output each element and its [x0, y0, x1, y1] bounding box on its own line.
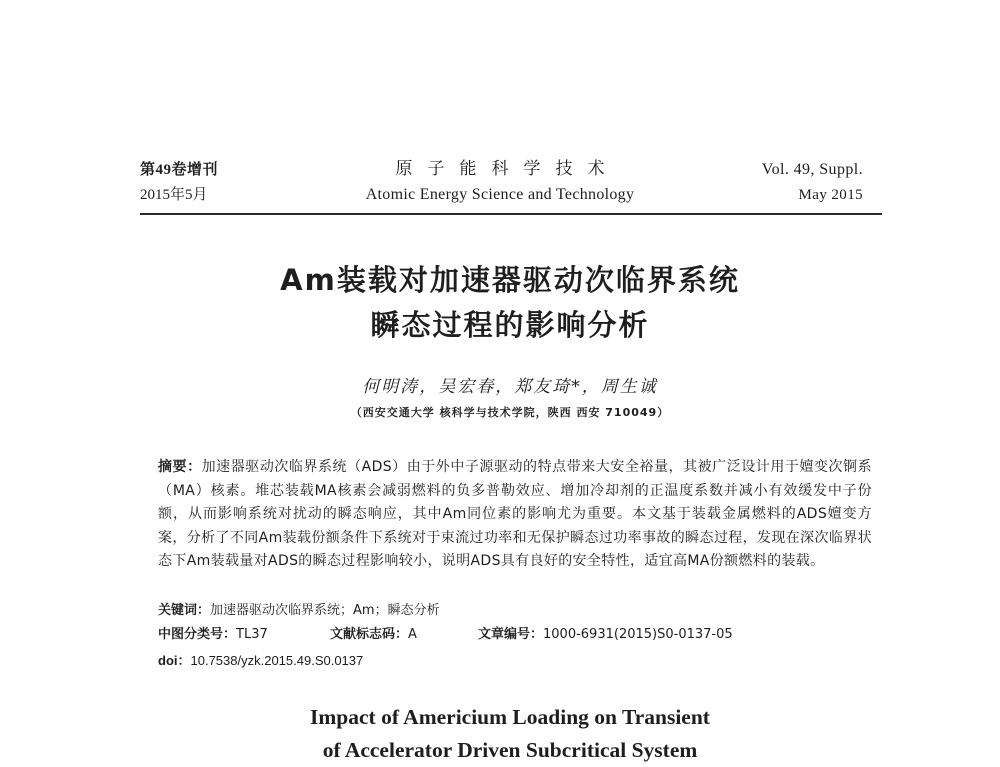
doc-code-label: 文献标志码： — [330, 627, 409, 642]
affiliation: （西安交通大学 核科学与技术学院，陕西 西安 710049） — [350, 406, 670, 419]
journal-name-cn: 原子能科学技术 — [395, 159, 620, 178]
article-number-value: 1000-6931(2015)S0-0137-05 — [543, 627, 733, 642]
article-number-label: 文章编号： — [478, 627, 544, 642]
paper-title-en — [200, 701, 820, 767]
issue-cn: 第49卷增刊 — [140, 162, 219, 178]
clc-label: 中图分类号： — [158, 627, 237, 642]
classification-line — [158, 625, 872, 645]
abstract-text: 加速器驱动次临界系统（ADS）由于外中子源驱动的特点带来大安全裕量，其被广泛设计用于嬗变次锕系（MA）核素。堆芯装载MA核素会减弱燃料的负多普勒效应、增加冷却剂的正温度系数并减小有效缓发中子份额，从而影响系统对扰动的瞬态响应，其中Am同位素的影响尤为重要。本文基于装载金属燃料的ADS嬗变方案，分析了不同Am装载份额条件下系统对于束流过功率和无保护瞬态过功率事故的瞬态过程，发现在深次临界状态下Am装载量对ADS的瞬态过程影响较小，说明ADS具有良好的安全特性，适宜高MA份额燃料的装载。 — [158, 459, 872, 569]
header-right — [700, 158, 863, 208]
header-rule — [140, 213, 882, 215]
en-title-line-1: Impact of Americium Loading on Transient — [310, 705, 710, 729]
doi-line — [158, 651, 363, 671]
title-line-1: Am装载对加速器驱动次临界系统 — [280, 263, 740, 297]
header-left — [140, 158, 300, 208]
clc-value: TL37 — [236, 627, 268, 642]
doi-label: doi： — [158, 653, 191, 668]
volume-en: Vol. 49, Suppl. — [761, 161, 863, 178]
en-title-line-2: of Accelerator Driven Subcritical System — [322, 738, 698, 762]
keywords-label: 关键词： — [158, 603, 211, 618]
title-line-2: 瞬态过程的影响分析 — [370, 308, 650, 342]
keywords — [158, 601, 440, 621]
header-center — [330, 156, 670, 208]
keywords-text: 加速器驱动次临界系统；Am；瞬态分析 — [210, 603, 440, 618]
date-cn: 2015年5月 — [140, 187, 208, 203]
doc-code-value: A — [408, 627, 417, 642]
abstract — [158, 456, 872, 574]
doi-value: 10.7538/yzk.2015.49.S0.0137 — [190, 653, 364, 668]
journal-name-en: Atomic Energy Science and Technology — [365, 186, 635, 203]
author-list: 何明涛，吴宏春，郑友琦*，周生诚 — [362, 377, 658, 397]
date-en: May 2015 — [798, 187, 863, 203]
paper-title-cn — [150, 258, 870, 348]
abstract-label: 摘要： — [158, 459, 202, 475]
